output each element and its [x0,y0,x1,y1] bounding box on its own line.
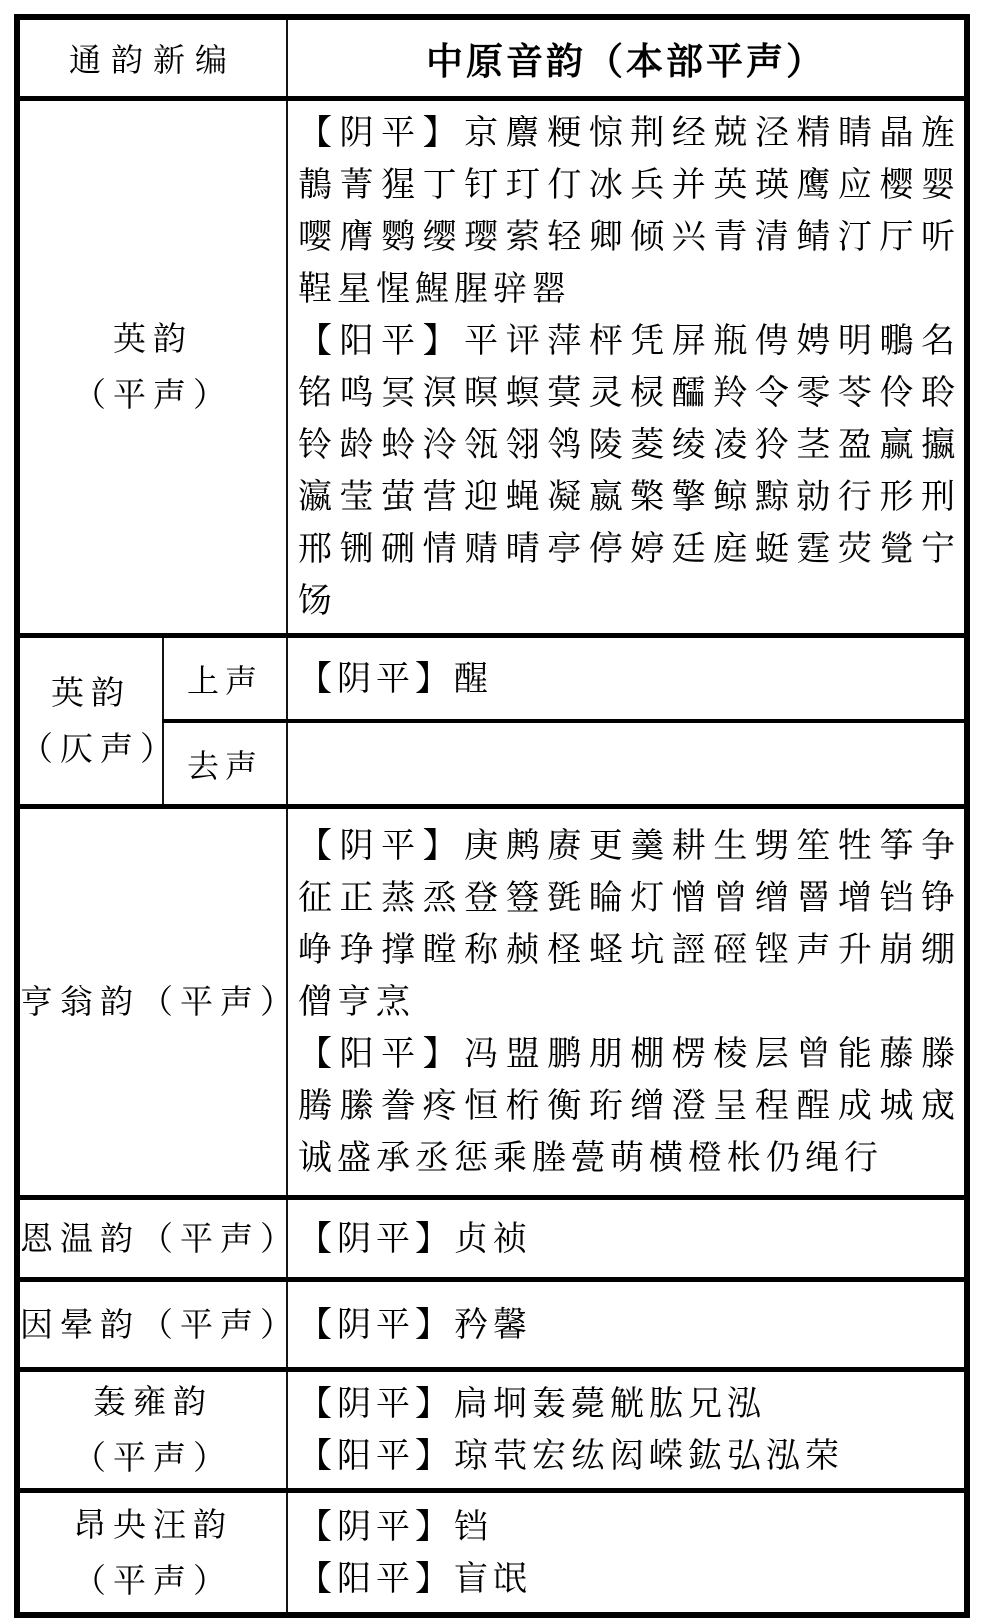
ying-ping-label-line1: 英韵 [113,319,193,358]
hong-yong-yinping-entry [298,1378,960,1430]
yinping-characters: 扃坰轰薨觥肱兄泓 [454,1384,767,1424]
tone-marker-yangping: 【阳平】 [298,1436,455,1476]
yin-yun-label: 因晕韵（平声） [20,1304,300,1344]
ying-ping-label-cell [17,99,287,636]
tone-marker-yinping: 【阴平】 [298,1506,455,1547]
header-col1-label: 通韵新编 [69,41,238,79]
yangping-characters: 琼茕宏纮闳嵘鈜弘泓荣 [454,1436,845,1476]
shangsheng-label: 上声 [187,661,264,700]
shangsheng-entry [298,653,960,705]
ying-ze-label-line2: （仄声） [20,729,180,768]
yangping-characters: 冯盟鹏朋棚楞棱层曾能藤滕腾縢誊疼恒桁衡珩缯澄呈程酲成城宬诚盛承丞惩乘塍甍萌横橙枨仍绳行 [298,1034,961,1178]
en-wen-yinping-entry [298,1213,960,1265]
ying-ping-content-cell [287,99,967,636]
qusheng-content-cell [287,721,967,807]
en-wen-label-cell [17,1198,300,1280]
shangsheng-characters: 醒 [454,658,494,699]
row-ying-pingsheng [17,99,967,636]
qusheng-label: 去声 [187,746,264,785]
tone-marker-yinping: 【阴平】 [298,658,455,699]
heng-weng-label-cell [17,807,300,1198]
ying-ze-label-line1: 英韵 [51,673,131,712]
row-en-wen [17,1198,967,1280]
row-ang-yang-wang [17,1491,967,1616]
heng-weng-yangping-entry [298,1028,960,1184]
header-zhongyuan-yinyun [287,17,967,99]
tone-marker-yinping: 【阴平】 [298,1304,455,1345]
shangsheng-label-cell [163,636,287,722]
ang-yang-wang-yinping-entry [298,1501,960,1553]
ying-ping-label-line2: （平声） [73,375,233,414]
ang-yang-wang-label-cell [17,1491,287,1616]
yangping-characters: 平评萍枰凭屏瓶俜娉明䳟名铭鸣冥溟暝螟蓂灵棂醽羚令零苓伶聆铃龄蛉泠瓴翎鸰陵菱绫凌狑茎盈赢攍瀛莹萤营迎蝇凝嬴檠擎鲸黥勍行形刑邢铏硎情䞍晴亭停婷廷庭蜓霆荧覮宁饧 [298,321,961,621]
yin-yun-label-cell [17,1280,300,1370]
yinping-characters: 铛 [454,1506,494,1547]
heng-weng-yinping-entry [298,820,960,1028]
tone-marker-yinping: 【阴平】 [298,1218,455,1259]
row-heng-weng [17,807,967,1198]
header-tongyun-xinbian [17,17,287,99]
yinping-characters: 庚鹒赓更羹耕生甥笙牲筝争征正蒸烝登簦㲪睔灯憎曾缯罾增铛铮峥琤撑瞠称赪柽蛏坑誙硜铿声升崩绷僧亨烹 [298,826,961,1022]
ang-yang-wang-label-line1: 昂央汪韵 [73,1504,233,1544]
hong-yong-yangping-entry [298,1430,960,1482]
ying-ping-yinping-entry [298,107,960,315]
tone-marker-yangping: 【阳平】 [298,1558,455,1599]
yinping-characters: 矜馨 [454,1304,533,1345]
tone-marker-yinping: 【阴平】 [298,826,465,866]
header-col2-label: 中原音韵（本部平声） [426,39,826,83]
heng-weng-label: 亨翁韵（平声） [20,982,300,1021]
hong-yong-label-line2: （平声） [73,1438,233,1477]
row-hong-yong [17,1370,967,1491]
ang-yang-wang-content-cell [287,1491,967,1616]
table-header-row [17,17,967,99]
en-wen-content-cell [287,1198,967,1280]
hong-yong-label-cell [17,1370,287,1491]
row-yin-yun [17,1280,967,1370]
yangping-characters: 盲氓 [454,1558,533,1599]
hong-yong-content-cell [287,1370,967,1491]
hong-yong-label-line1: 轰雍韵 [93,1382,213,1421]
yin-yun-yinping-entry [298,1299,960,1351]
en-wen-label: 恩温韵（平声） [20,1218,300,1258]
tone-marker-yangping: 【阳平】 [298,1034,465,1074]
row-ying-zesheng-shang [17,636,967,722]
tone-marker-yinping: 【阴平】 [298,113,465,153]
yinping-characters: 贞祯 [454,1218,533,1259]
ang-yang-wang-yangping-entry [298,1553,960,1605]
shangsheng-content-cell [287,636,967,722]
heng-weng-content-cell [287,807,967,1198]
yin-yun-content-cell [287,1280,967,1370]
ying-ze-label-cell [17,636,180,807]
tone-marker-yinping: 【阴平】 [298,1384,455,1424]
qusheng-label-cell [163,721,287,807]
rhyme-comparison-table [14,14,970,1618]
yinping-characters: 京麖粳惊荆经兢泾精睛晶旌鶄菁猩丁钉玎仃冰兵并英瑛鹰应樱婴嘤膺鹦缨璎萦轻卿倾兴青清鲭汀厅听鞓星惺鯹腥骍罂 [298,113,961,309]
tone-marker-yangping: 【阳平】 [298,321,465,361]
ang-yang-wang-label-line2: （平声） [73,1560,233,1600]
ying-ping-yangping-entry [298,315,960,627]
